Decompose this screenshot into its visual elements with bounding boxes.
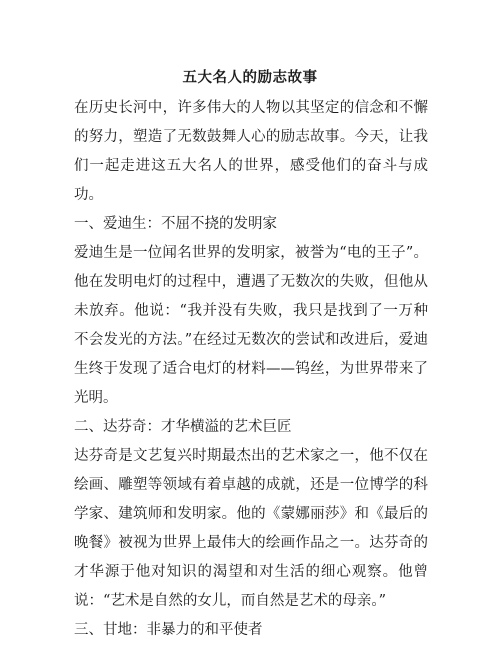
document-title: 五大名人的励志故事 — [182, 69, 318, 86]
document-body — [74, 94, 428, 645]
section-body-edison: 爱迪生是一位闻名世界的发明家，被誉为“电的王子”。他在发明电灯的过程中，遭遇了无数次的失败，但他从未放弃。他说：“我并没有失败，我只是找到了一万种不会发光的方法。”在经过无数次的尝试和改进后，爱迪生终于发现了适合电灯的材料——钨丝，为世界带来了光明。 — [74, 245, 428, 406]
section-body-davinci: 达芬奇是文艺复兴时期最杰出的艺术家之一，他不仅在绘画、雕塑等领域有着卓越的成就，还是一位博学的科学家、建筑师和发明家。他的《蒙娜丽莎》和《最后的晚餐》被视为世界上最伟大的绘画作品之一。达芬奇的才华源于他对知识的渴望和对生活的细心观察。他曾说：“艺术是自然的女儿，而自然是艺术的母亲。” — [74, 448, 428, 609]
section-heading-edison: 一、爱迪生：不屈不挠的发明家 — [74, 216, 277, 232]
intro-paragraph: 在历史长河中，许多伟大的人物以其坚定的信念和不懈的努力，塑造了无数鼓舞人心的励志故事。今天，让我们一起走进这五大名人的世界，感受他们的奋斗与成功。 — [74, 100, 428, 203]
section-heading-gandhi: 三、甘地：非暴力的和平使者 — [74, 622, 263, 638]
section-heading-davinci: 二、达芬奇：才华横溢的艺术巨匠 — [74, 419, 292, 435]
